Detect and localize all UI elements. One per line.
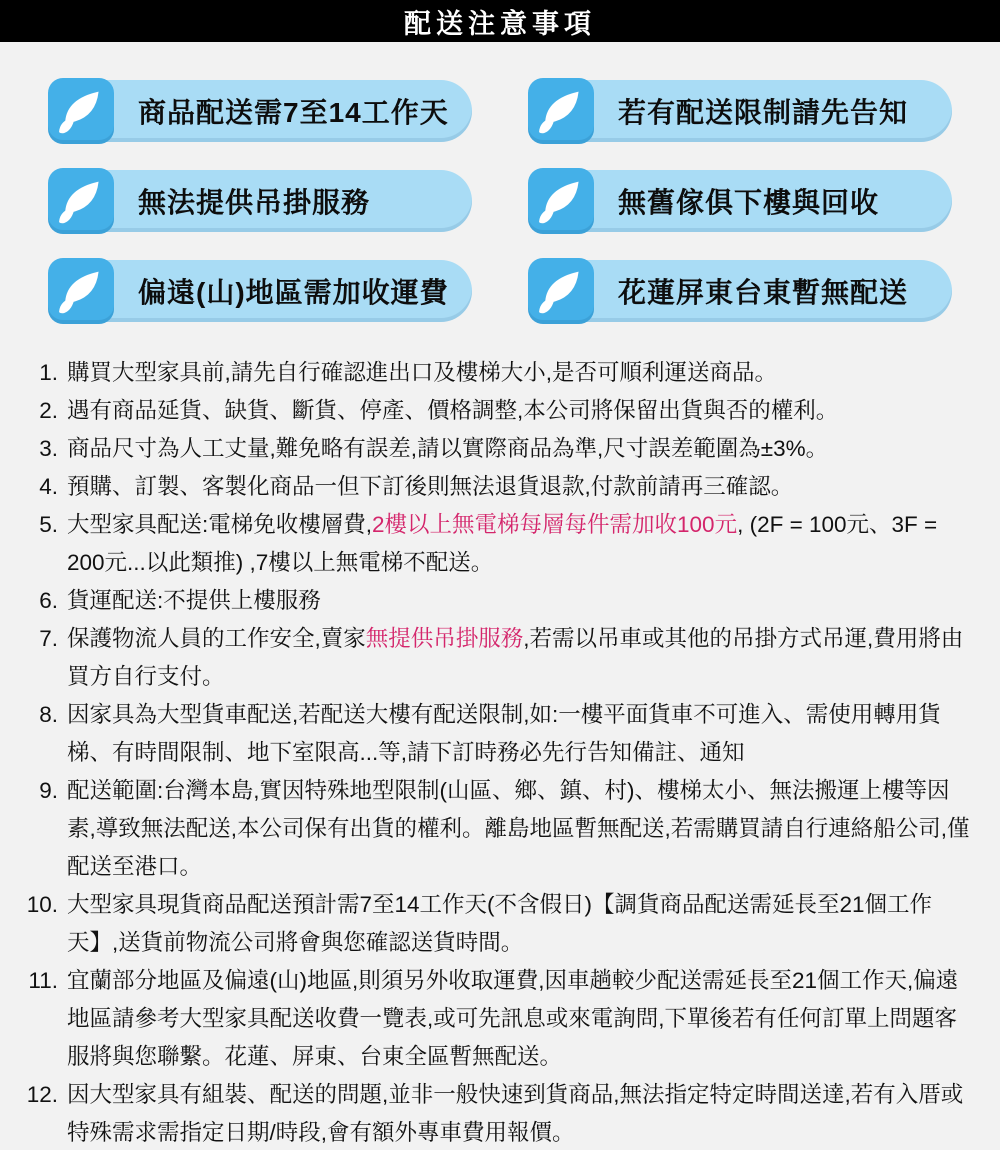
badge-label: 花蓮屏東台東暫無配送 bbox=[618, 277, 909, 308]
note-number: 5. bbox=[39, 512, 58, 537]
note-item bbox=[20, 886, 976, 962]
note-text-segment: 購買大型家具前,請先自行確認進出口及樓梯大小,是否可順利運送商品。 bbox=[67, 360, 778, 385]
note-item bbox=[20, 582, 976, 620]
note-number: 12. bbox=[26, 1082, 58, 1107]
note-item bbox=[20, 962, 976, 1076]
note-item bbox=[20, 506, 976, 582]
badge-pill bbox=[540, 260, 952, 322]
leaf-icon bbox=[48, 168, 114, 234]
delivery-badge bbox=[528, 258, 952, 324]
note-number: 2. bbox=[39, 398, 58, 423]
delivery-badge bbox=[528, 78, 952, 144]
note-item bbox=[20, 620, 976, 696]
note-item bbox=[20, 354, 976, 392]
badge-pill bbox=[60, 80, 472, 142]
page-title: 配送注意事項 bbox=[404, 8, 596, 39]
note-text-segment: 保護物流人員的工作安全,賣家 bbox=[67, 626, 366, 651]
note-text-segment: 商品尺寸為人工丈量,難免略有誤差,請以實際商品為準,尺寸誤差範圍為±3%。 bbox=[67, 436, 829, 461]
note-text-segment: ,若需以吊車或其他的吊掛方式吊運,費用將由買方自行支付。 bbox=[67, 626, 964, 689]
note-number: 4. bbox=[39, 474, 58, 499]
note-text bbox=[67, 468, 976, 506]
note-number: 10. bbox=[26, 892, 58, 917]
note-text bbox=[67, 1076, 976, 1150]
note-text-segment: , (2F = 100元、3F = 200元...以此類推) ,7樓以上無電梯不配送。 bbox=[67, 512, 938, 575]
note-number: 3. bbox=[39, 436, 58, 461]
note-text-segment: 遇有商品延貨、缺貨、斷貨、停產、價格調整,本公司將保留出貨與否的權利。 bbox=[67, 398, 839, 423]
note-text bbox=[67, 962, 976, 1076]
leaf-icon bbox=[528, 168, 594, 234]
badge-label: 商品配送需7至14工作天 bbox=[138, 97, 449, 128]
badge-pill bbox=[540, 80, 952, 142]
note-text-segment: 宜蘭部分地區及偏遠(山)地區,則須另外收取運費,因車趟較少配送需延長至21個工作天,偏遠地區請參考大型家具配送收費一覽表,或可先訊息或來電詢問,下單後若有任何訂單上問題客服將與您聯繫。花蓮、屏東、台東全區暫無配送。 bbox=[67, 968, 959, 1069]
note-text bbox=[67, 506, 976, 582]
note-item bbox=[20, 392, 976, 430]
note-text-segment: 因大型家具有組裝、配送的問題,並非一般快速到貨商品,無法指定特定時間送達,若有入厝或特殊需求需指定日期/時段,會有額外專車費用報價。 bbox=[67, 1082, 964, 1145]
delivery-badge bbox=[48, 258, 472, 324]
badge-pill bbox=[60, 170, 472, 232]
note-number: 8. bbox=[39, 702, 58, 727]
note-text-segment: 大型家具現貨商品配送預計需7至14工作天(不含假日)【調貨商品配送需延長至21個工作天】,送貨前物流公司將會與您確認送貨時間。 bbox=[67, 892, 933, 955]
note-number: 6. bbox=[39, 588, 58, 613]
badge-label: 無法提供吊掛服務 bbox=[138, 187, 371, 218]
note-highlight-text: 無提供吊掛服務 bbox=[365, 626, 524, 651]
delivery-badge bbox=[528, 168, 952, 234]
leaf-icon bbox=[528, 78, 594, 144]
delivery-notes-list bbox=[20, 354, 976, 1150]
note-text bbox=[67, 430, 976, 468]
note-text bbox=[67, 886, 976, 962]
note-text bbox=[67, 392, 976, 430]
note-text bbox=[67, 354, 976, 392]
note-item bbox=[20, 1076, 976, 1150]
note-item bbox=[20, 772, 976, 886]
note-text bbox=[67, 620, 976, 696]
badge-label: 若有配送限制請先告知 bbox=[618, 97, 909, 128]
note-text bbox=[67, 772, 976, 886]
note-text bbox=[67, 696, 976, 772]
leaf-icon bbox=[48, 78, 114, 144]
note-item bbox=[20, 696, 976, 772]
badge-pill bbox=[60, 260, 472, 322]
delivery-badges-grid bbox=[48, 78, 952, 324]
note-number: 1. bbox=[39, 360, 58, 385]
page-header bbox=[0, 0, 1000, 42]
note-text-segment: 預購、訂製、客製化商品一但下訂後則無法退貨退款,付款前請再三確認。 bbox=[67, 474, 794, 499]
note-text-segment: 貨運配送:不提供上樓服務 bbox=[67, 588, 321, 613]
badge-label: 無舊傢俱下樓與回收 bbox=[618, 187, 880, 218]
badge-label: 偏遠(山)地區需加收運費 bbox=[138, 277, 449, 308]
note-text bbox=[67, 582, 976, 620]
leaf-icon bbox=[48, 258, 114, 324]
leaf-icon bbox=[528, 258, 594, 324]
note-text-segment: 大型家具配送:電梯免收樓層費, bbox=[67, 512, 373, 537]
note-item bbox=[20, 468, 976, 506]
delivery-badge bbox=[48, 78, 472, 144]
note-highlight-text: 2樓以上無電梯每層每件需加收100元 bbox=[372, 512, 738, 537]
note-text-segment: 配送範圍:台灣本島,實因特殊地型限制(山區、鄉、鎮、村)、樓梯太小、無法搬運上樓等因素,導致無法配送,本公司保有出貨的權利。離島地區暫無配送,若需購買請自行連絡船公司,僅配送至港口。 bbox=[67, 778, 970, 879]
note-item bbox=[20, 430, 976, 468]
note-number: 9. bbox=[39, 778, 58, 803]
delivery-badge bbox=[48, 168, 472, 234]
note-text-segment: 因家具為大型貨車配送,若配送大樓有配送限制,如:一樓平面貨車不可進入、需使用轉用貨梯、有時間限制、地下室限高...等,請下訂時務必先行告知備註、通知 bbox=[67, 702, 941, 765]
note-number: 11. bbox=[28, 968, 58, 993]
note-number: 7. bbox=[39, 626, 58, 651]
badge-pill bbox=[540, 170, 952, 232]
